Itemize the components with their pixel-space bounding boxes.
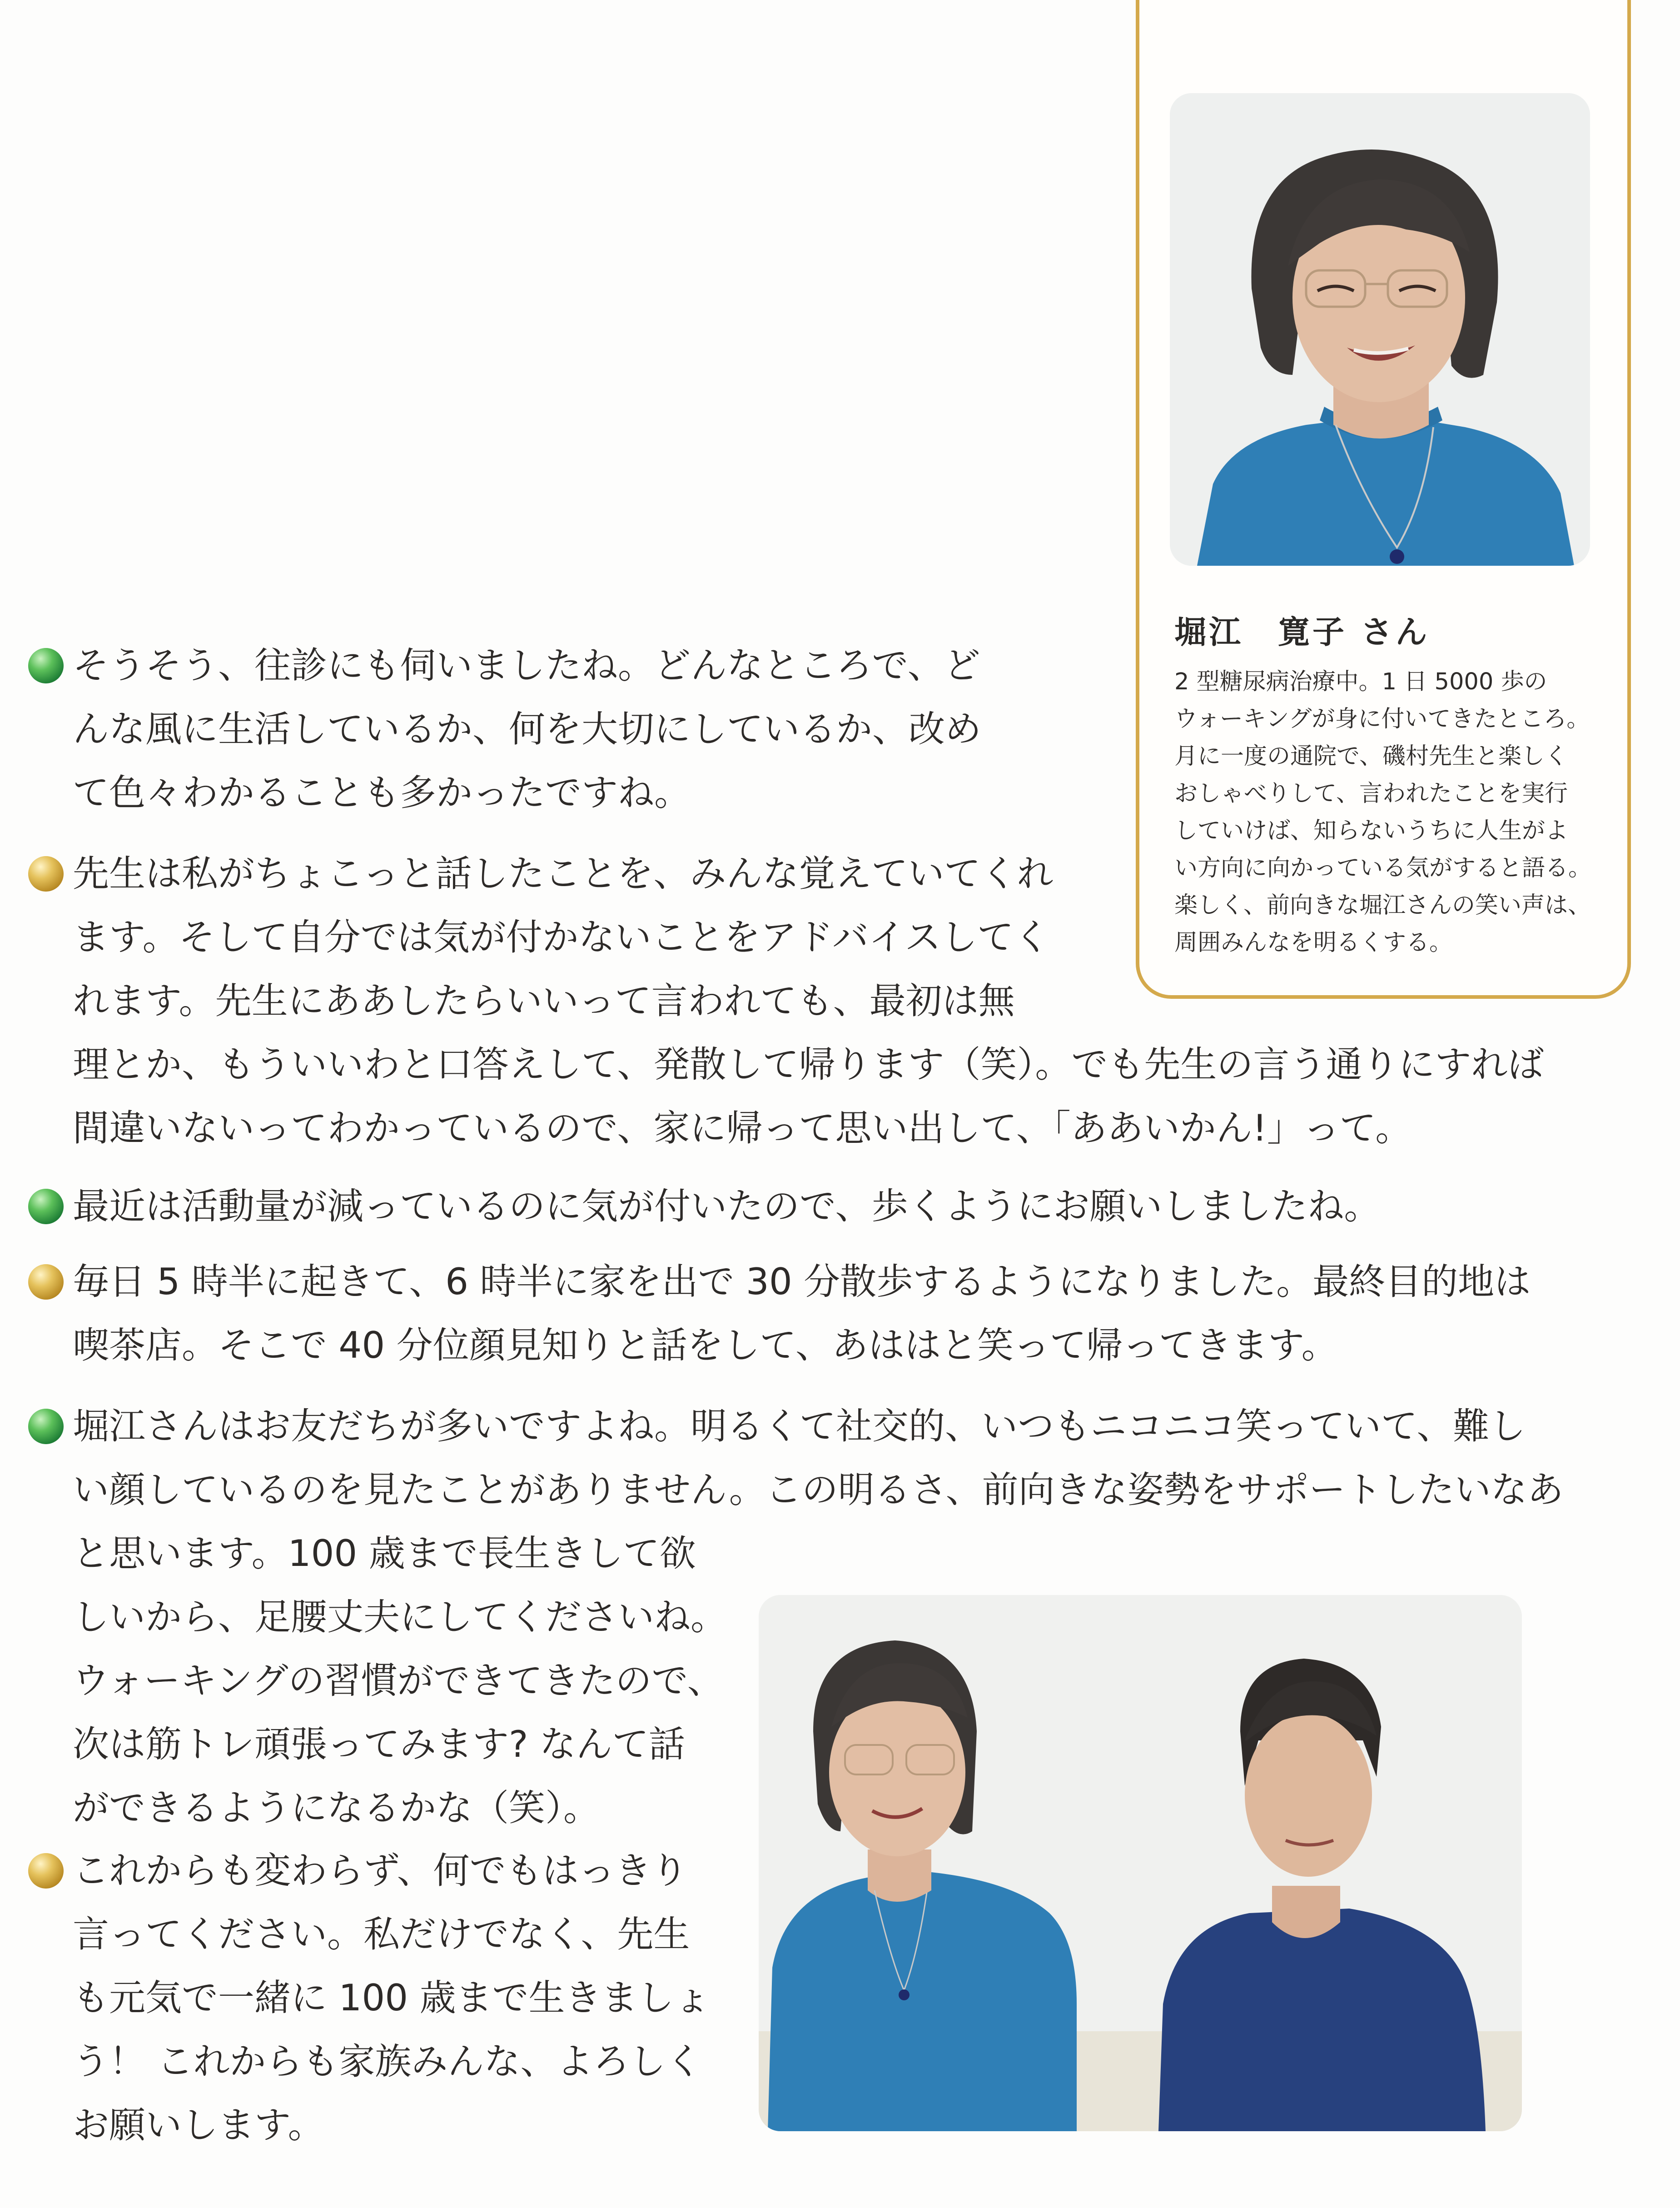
dialogue-line: 毎日 5 時半に起きて、6 時半に家を出で 30 分散歩するようになりました。最終目的地は <box>73 1261 1531 1303</box>
dialogue-line: これからも変わらず、何でもはっきり <box>73 1849 688 1892</box>
patient-bullet-icon <box>28 856 64 892</box>
profile-description-line: おしゃべりして、言われたことを実行 <box>1174 780 1568 807</box>
dialogue-paragraph-patient-1 <box>73 842 1544 1160</box>
portrait-photo <box>1170 93 1590 566</box>
profile-description-line: い方向に向かっている気がすると語る。 <box>1174 855 1592 882</box>
dialogue-line: ができるようになるかな（笑）。 <box>73 1787 600 1829</box>
profile-description-line: 楽しく、前向きな堀江さんの笑い声は、 <box>1174 892 1591 919</box>
dialogue-line: しいから、足腰丈夫にしてくださいね。 <box>73 1596 727 1638</box>
profile-name: 堀江 寛子 さん <box>1174 613 1430 651</box>
dialogue-line: んな風に生活しているか、何を大切にしているか、改め <box>73 708 981 750</box>
dialogue-paragraph-patient-2 <box>73 1250 1531 1377</box>
patient-bullet-icon <box>28 1264 64 1300</box>
profile-description-line: していけば、知らないうちに人生がよ <box>1174 817 1569 844</box>
dialogue-line: ウォーキングの習慣ができてきたので、 <box>73 1660 724 1702</box>
dialogue-line: と思います。100 歳まで長生きして欲 <box>73 1532 696 1575</box>
dialogue-line: も元気で一緒に 100 歳まで生きましょ <box>73 1977 711 2019</box>
dialogue-line: 言ってください。私だけでなく、先生 <box>73 1913 690 1955</box>
dialogue-paragraph-doctor-2 <box>73 1175 1380 1238</box>
doctor-bullet-icon <box>28 1189 64 1224</box>
dialogue-line: 先生は私がちょこっと話したことを、みんな覚えていてくれ <box>73 852 1054 895</box>
dialogue-line: ます。そして自分では気が付かないことをアドバイスしてく <box>73 916 1050 958</box>
profile-description-line: ウォーキングが身に付いてきたところ。 <box>1174 706 1590 733</box>
doctor-patient-photo <box>759 1595 1522 2131</box>
dialogue-line: そうそう、往診にも伺いましたね。どんなところで、ど <box>73 644 980 687</box>
dialogue-line: 堀江さんはお友だちが多いですよね。明るくて社交的、いつもニコニコ笑っていて、難し <box>73 1405 1526 1447</box>
dialogue-line: 間違いないってわかっているので、家に帰って思い出して、「ああいかん!」って。 <box>73 1107 1412 1149</box>
dialogue-line: 次は筋トレ頑張ってみます? なんて話 <box>73 1723 685 1765</box>
dialogue-line: お願いします。 <box>73 2104 324 2146</box>
dialogue-line: 喫茶店。そこで 40 分位顔見知りと話をして、あははと笑って帰ってきます。 <box>73 1324 1338 1366</box>
dialogue-line: 最近は活動量が減っているのに気が付いたので、歩くようにお願いしましたね。 <box>73 1185 1381 1227</box>
dialogue-line: て色々わかることも多かったですね。 <box>73 772 691 814</box>
dialogue-paragraph-patient-3 <box>73 1839 711 2157</box>
dialogue-paragraph-doctor-1 <box>73 634 981 825</box>
profile-description-line: 月に一度の通院で、磯村先生と楽しく <box>1174 743 1568 770</box>
profile-description-line: 周囲みんなを明るくする。 <box>1174 929 1453 956</box>
doctor-bullet-icon <box>28 648 64 683</box>
profile-description-line: 2 型糖尿病治療中。1 日 5000 歩の <box>1174 668 1547 695</box>
dialogue-line: 理とか、もういいわと口答えして、発散して帰ります（笑）。でも先生の言う通りにすれば <box>73 1043 1544 1086</box>
doctor-bullet-icon <box>28 1409 64 1444</box>
patient-bullet-icon <box>28 1853 64 1889</box>
dialogue-line: う！ これからも家族みんな、よろしく <box>73 2040 702 2083</box>
dialogue-line: れます。先生にああしたらいいって言われても、最初は無 <box>73 980 1015 1022</box>
dialogue-line: い顔しているのを見たことがありません。この明るさ、前向きな姿勢をサポートしたいなあ <box>73 1469 1564 1511</box>
